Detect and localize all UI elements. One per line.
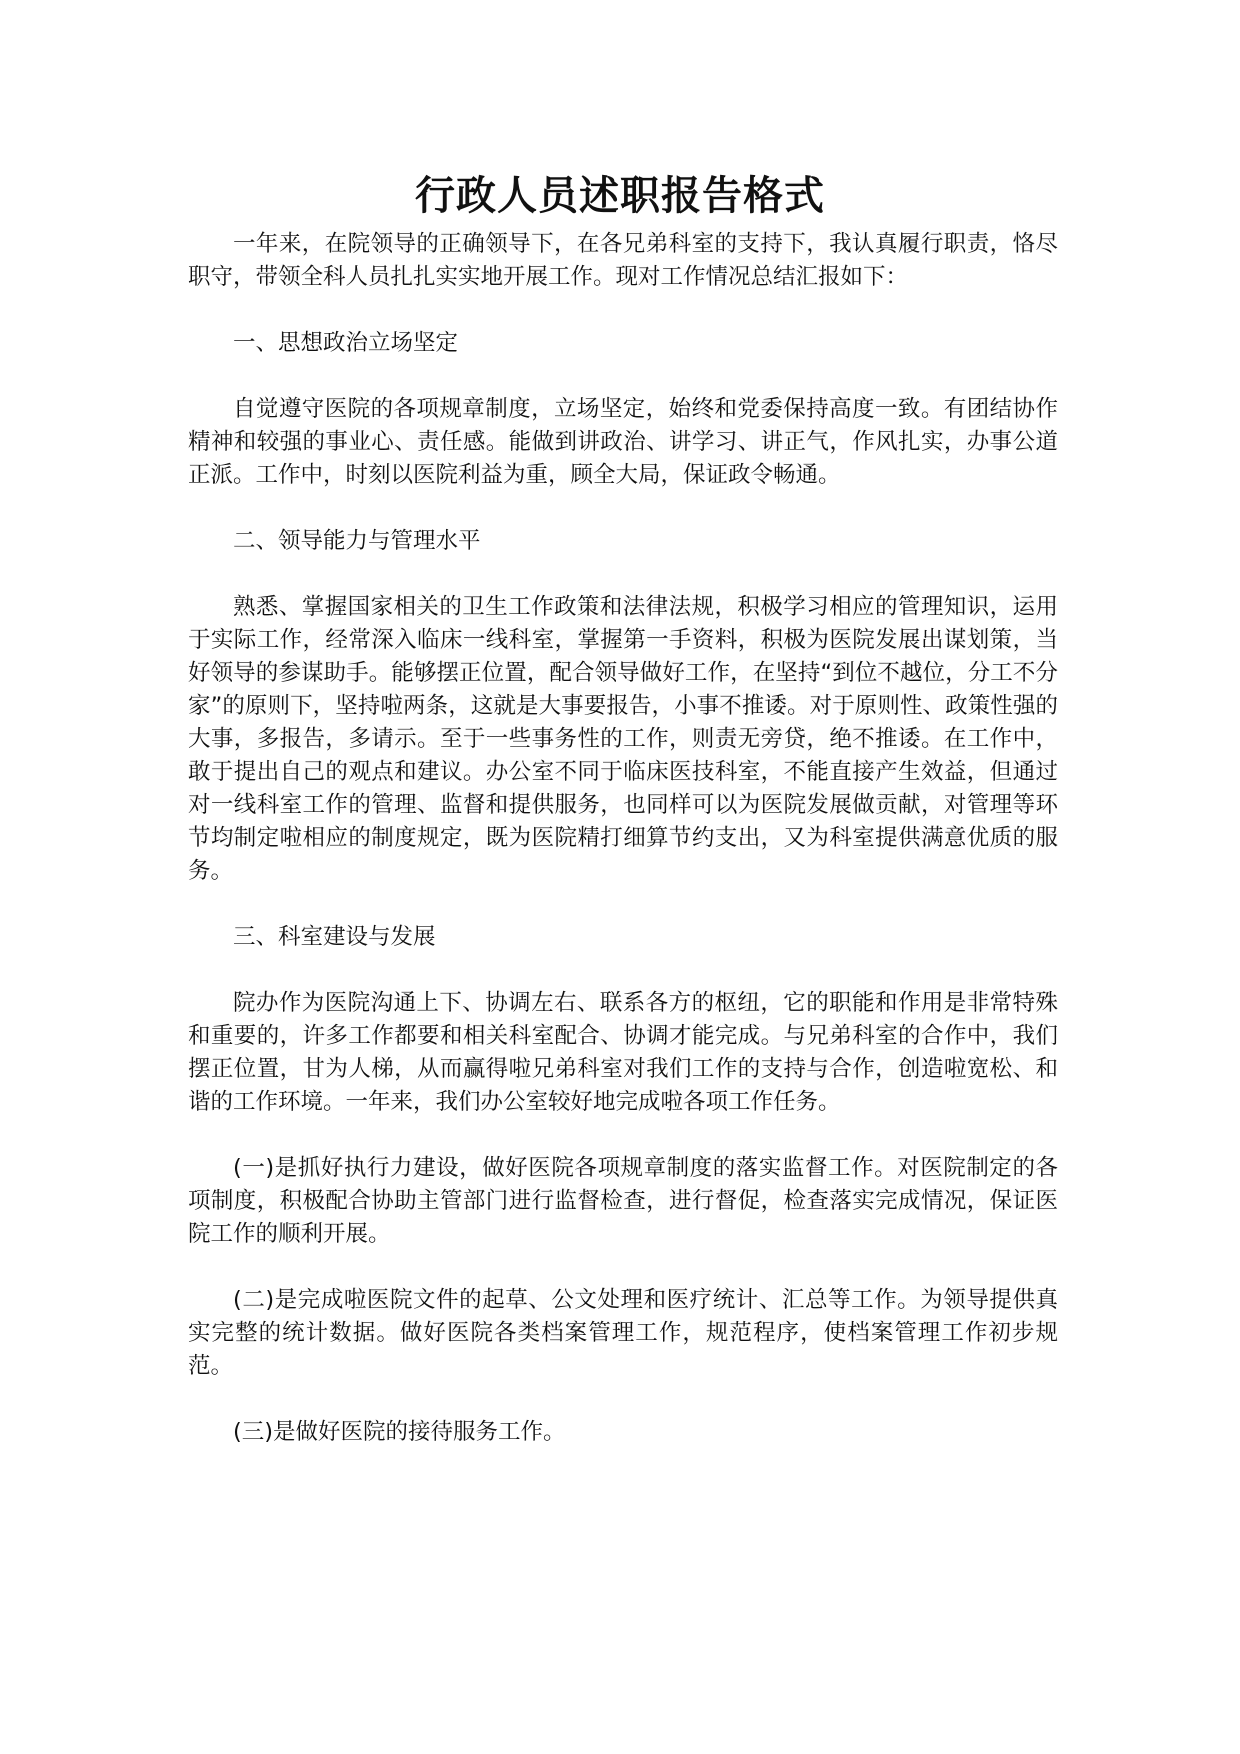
section-heading-2: 二、领导能力与管理水平 [233, 528, 481, 554]
document-title: 行政人员述职报告格式 [415, 173, 825, 219]
subsection-1-paragraph: (一)是抓好执行力建设，做好医院各项规章制度的落实监督工作。对医院制定的各项制度，积极配合协助主管部门进行监督检查，进行督促，检查落实完成情况，保证医院工作的顺利开展。 [188, 1155, 1058, 1247]
section-1-paragraph: 自觉遵守医院的各项规章制度，立场坚定，始终和党委保持高度一致。有团结协作精神和较强的事业心、责任感。能做到讲政治、讲学习、讲正气，作风扎实，办事公道正派。工作中，时刻以医院利益为重，顾全大局，保证政令畅通。 [188, 396, 1058, 488]
subsection-2-paragraph: (二)是完成啦医院文件的起草、公文处理和医疗统计、汇总等工作。为领导提供真实完整的统计数据。做好医院各类档案管理工作，规范程序，使档案管理工作初步规范。 [188, 1287, 1058, 1379]
document-body [188, 228, 1058, 1482]
intro-paragraph: 一年来，在院领导的正确领导下，在各兄弟科室的支持下，我认真履行职责，恪尽职守，带领全科人员扎扎实实地开展工作。现对工作情况总结汇报如下： [188, 231, 1058, 290]
section-2-paragraph: 熟悉、掌握国家相关的卫生工作政策和法律法规，积极学习相应的管理知识，运用于实际工作，经常深入临床一线科室，掌握第一手资料，积极为医院发展出谋划策，当好领导的参谋助手。能够摆正位置，配合领导做好工作，在坚持“到位不越位，分工不分家”的原则下，坚持啦两条，这就是大事要报告，小事不推诿。对于原则性、政策性强的大事，多报告，多请示。至于一些事务性的工作，则责无旁贷，绝不推诿。在工作中，敢于提出自己的观点和建议。办公室不同于临床医技科室，不能直接产生效益，但通过对一线科室工作的管理、监督和提供服务，也同样可以为医院发展做贡献，对管理等环节均制定啦相应的制度规定，既为医院精打细算节约支出，又为科室提供满意优质的服务。 [188, 594, 1058, 884]
section-heading-3: 三、科室建设与发展 [233, 924, 436, 950]
subsection-3-paragraph: (三)是做好医院的接待服务工作。 [233, 1419, 566, 1445]
section-heading-1: 一、思想政治立场坚定 [233, 330, 459, 356]
section-3-paragraph: 院办作为医院沟通上下、协调左右、联系各方的枢纽，它的职能和作用是非常特殊和重要的，许多工作都要和相关科室配合、协调才能完成。与兄弟科室的合作中，我们摆正位置，甘为人梯，从而赢得啦兄弟科室对我们工作的支持与合作，创造啦宽松、和谐的工作环境。一年来，我们办公室较好地完成啦各项工作任务。 [188, 990, 1058, 1115]
